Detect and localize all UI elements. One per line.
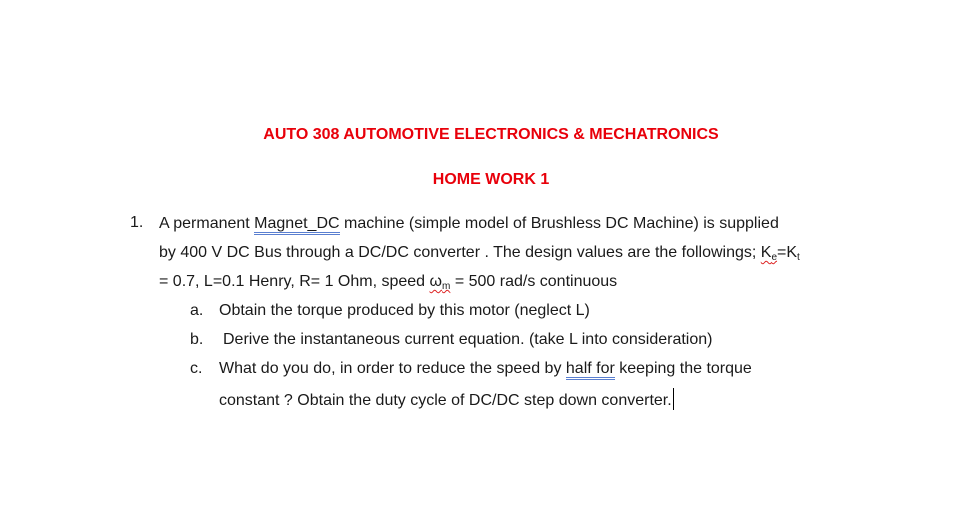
part-c-post: keeping the torque xyxy=(614,360,752,377)
question-line-3 xyxy=(159,272,617,297)
part-b-marker: b. xyxy=(190,331,204,348)
omega-subscript: m xyxy=(442,281,451,292)
question-line-1 xyxy=(159,214,779,234)
magnet-dc-term: Magnet_DC xyxy=(254,215,339,235)
part-c-line-2: constant ? Obtain the duty cycle of DC/DC step down converter. xyxy=(219,392,672,409)
part-c-pre: What do you do, in order to reduce the speed by xyxy=(219,360,566,377)
part-b-text: Derive the instantaneous current equation. (take L into consideration) xyxy=(223,331,713,348)
omega-letter: ω xyxy=(429,273,443,290)
part-c-marker: c. xyxy=(190,360,203,377)
question-number: 1. xyxy=(130,214,144,231)
part-a-text: Obtain the torque produced by this motor (neglect L) xyxy=(219,302,590,319)
homework-title: HOME WORK 1 xyxy=(432,171,550,188)
part-c-text-line-1 xyxy=(219,359,752,379)
ke-kt-equals: =K xyxy=(777,244,798,261)
question-line-2 xyxy=(159,243,800,268)
part-a-marker: a. xyxy=(190,302,204,319)
ke-subscript: e xyxy=(771,252,778,263)
question-line-1-post: machine (simple model of Brushless DC Machine) is supplied xyxy=(339,215,779,232)
part-c-text-line-2[interactable] xyxy=(219,388,674,411)
question-line-3-post: = 500 rad/s continuous xyxy=(450,273,618,290)
ke-symbol xyxy=(761,244,777,261)
half-for-term: half for xyxy=(566,360,615,380)
question-line-1-pre: A permanent xyxy=(159,215,255,232)
kt-subscript: t xyxy=(797,252,800,263)
ke-letter: K xyxy=(760,244,772,261)
course-title: AUTO 308 AUTOMOTIVE ELECTRONICS & MECHATRONICS xyxy=(263,126,719,143)
question-line-3-pre: = 0.7, L=0.1 Henry, R= 1 Ohm, speed xyxy=(159,273,430,290)
omega-symbol xyxy=(430,273,451,290)
question-line-2-pre: by 400 V DC Bus through a DC/DC converter . The design values are the followings; xyxy=(159,244,761,261)
text-cursor xyxy=(673,388,674,410)
